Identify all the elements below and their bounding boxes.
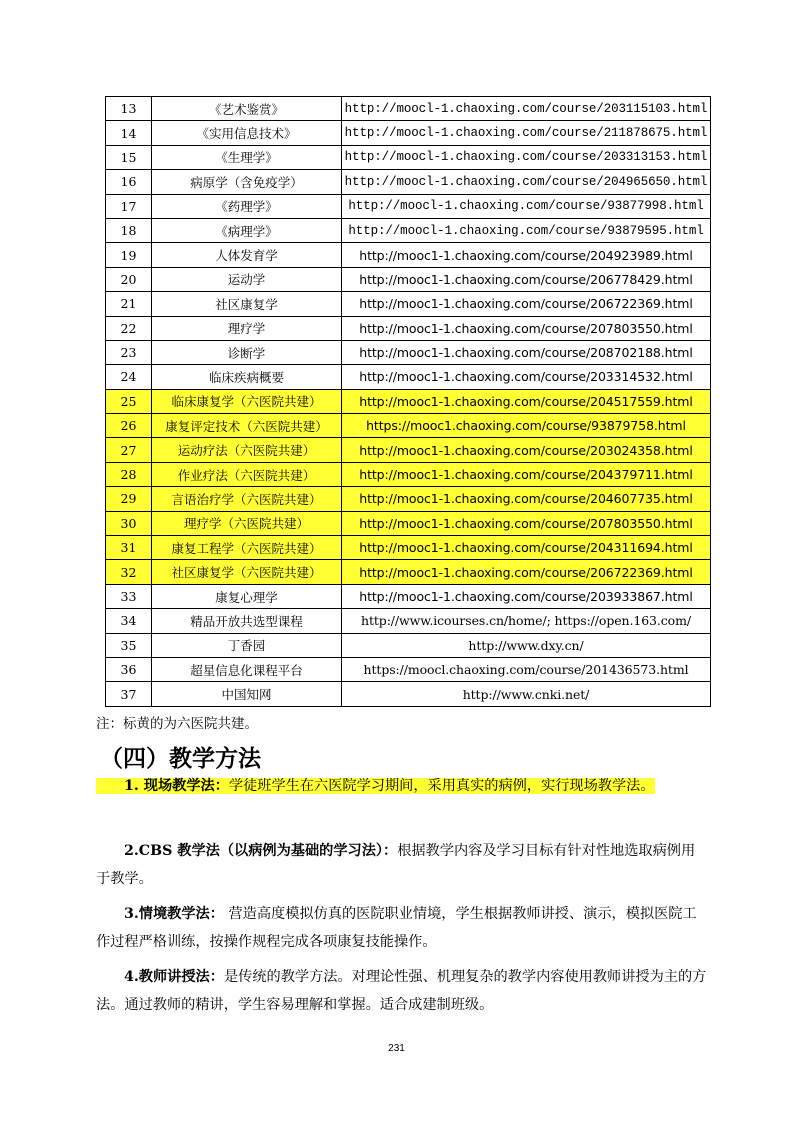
course-url[interactable]: http://mooc1-1.chaoxing.com/course/203024358.html xyxy=(342,438,711,462)
course-name: 临床疾病概要 xyxy=(152,365,342,389)
table-row xyxy=(106,121,711,145)
row-number: 28 xyxy=(106,462,152,486)
table-row xyxy=(106,438,711,462)
row-number: 16 xyxy=(106,170,152,194)
course-name: 康复心理学 xyxy=(152,584,342,608)
course-name: 《药理学》 xyxy=(152,194,342,218)
method-4-paragraph xyxy=(96,963,708,1019)
method-2-label: 2.CBS 教学法（以病例为基础的学习法）： xyxy=(124,843,398,859)
course-name: 病原学（含免疫学） xyxy=(152,170,342,194)
course-name: 运动疗法（六医院共建） xyxy=(152,438,342,462)
row-number: 36 xyxy=(106,657,152,681)
course-url[interactable]: http://mooc1-1.chaoxing.com/course/204607735.html xyxy=(342,487,711,511)
course-url[interactable]: http://mooc1-1.chaoxing.com/course/206722369.html xyxy=(342,292,711,316)
course-url[interactable]: https://mooc1.chaoxing.com/course/93879758.html xyxy=(342,414,711,438)
method-1-label: 1. 现场教学法： xyxy=(124,778,229,794)
row-number: 33 xyxy=(106,584,152,608)
table-row xyxy=(106,633,711,657)
row-number: 24 xyxy=(106,365,152,389)
row-number: 34 xyxy=(106,609,152,633)
course-url[interactable]: http://moocl-1.chaoxing.com/course/203115103.html xyxy=(342,97,711,121)
row-number: 19 xyxy=(106,243,152,267)
course-name: 《艺术鉴赏》 xyxy=(152,97,342,121)
row-number: 37 xyxy=(106,682,152,706)
course-url[interactable]: http://mooc1-1.chaoxing.com/course/203314532.html xyxy=(342,365,711,389)
course-name: 人体发育学 xyxy=(152,243,342,267)
row-number: 21 xyxy=(106,292,152,316)
table-row xyxy=(106,487,711,511)
course-name: 《病理学》 xyxy=(152,218,342,242)
course-name: 临床康复学（六医院共建） xyxy=(152,389,342,413)
course-name: 运动学 xyxy=(152,267,342,291)
course-name: 社区康复学 xyxy=(152,292,342,316)
table-row xyxy=(106,243,711,267)
row-number: 14 xyxy=(106,121,152,145)
table-row xyxy=(106,97,711,121)
row-number: 13 xyxy=(106,97,152,121)
course-url[interactable]: http://www.cnki.net/ xyxy=(342,682,711,706)
course-url[interactable]: http://moocl-1.chaoxing.com/course/204965650.html xyxy=(342,170,711,194)
course-url[interactable]: http://mooc1-1.chaoxing.com/course/208702188.html xyxy=(342,340,711,364)
row-number: 35 xyxy=(106,633,152,657)
table-row xyxy=(106,170,711,194)
page-number: 231 xyxy=(388,1043,405,1054)
method-4-text: 是传统的教学方法。对理论性强、机理复杂的教学内容使用教师讲授为主的方法。通过教师的精讲，学生容易理解和掌握。适合成建制班级。 xyxy=(96,969,707,1013)
table-row xyxy=(106,560,711,584)
row-number: 26 xyxy=(106,414,152,438)
course-name: 丁香园 xyxy=(152,633,342,657)
row-number: 23 xyxy=(106,340,152,364)
row-number: 29 xyxy=(106,487,152,511)
table-row xyxy=(106,194,711,218)
table-row xyxy=(106,462,711,486)
course-url[interactable]: http://mooc1-1.chaoxing.com/course/203933867.html xyxy=(342,584,711,608)
course-url[interactable]: http://mooc1-1.chaoxing.com/course/204379711.html xyxy=(342,462,711,486)
row-number: 20 xyxy=(106,267,152,291)
course-name: 理疗学 xyxy=(152,316,342,340)
table-row xyxy=(106,340,711,364)
row-number: 27 xyxy=(106,438,152,462)
course-resource-table xyxy=(105,96,711,707)
table-row xyxy=(106,511,711,535)
course-name: 诊断学 xyxy=(152,340,342,364)
course-name: 康复评定技术（六医院共建） xyxy=(152,414,342,438)
method-2-paragraph xyxy=(96,837,708,893)
method-2-text: 根据教学内容及学习目标有针对性地选取病例用于教学。 xyxy=(96,843,696,887)
method-3-text: 营造高度模拟仿真的医院职业情境，学生根据教师讲授、演示，模拟医院工作过程严格训练，按操作规程完成各项康复技能操作。 xyxy=(96,906,697,950)
course-name: 作业疗法（六医院共建） xyxy=(152,462,342,486)
course-url[interactable]: http://moocl-1.chaoxing.com/course/93877998.html xyxy=(342,194,711,218)
course-name: 中国知网 xyxy=(152,682,342,706)
course-url[interactable]: http://www.icourses.cn/home/; https://open.163.com/ xyxy=(342,609,711,633)
row-number: 17 xyxy=(106,194,152,218)
row-number: 22 xyxy=(106,316,152,340)
course-name: 言语治疗学（六医院共建） xyxy=(152,487,342,511)
course-name: 康复工程学（六医院共建） xyxy=(152,536,342,560)
table-row xyxy=(106,414,711,438)
course-url[interactable]: https://moocl.chaoxing.com/course/201436573.html xyxy=(342,657,711,681)
course-url[interactable]: http://mooc1-1.chaoxing.com/course/204923989.html xyxy=(342,243,711,267)
table-row xyxy=(106,584,711,608)
section-heading: （四）教学方法 xyxy=(100,746,261,772)
course-url[interactable]: http://www.dxy.cn/ xyxy=(342,633,711,657)
course-name: 超星信息化课程平台 xyxy=(152,657,342,681)
row-number: 32 xyxy=(106,560,152,584)
course-url[interactable]: http://mooc1-1.chaoxing.com/course/206778429.html xyxy=(342,267,711,291)
table-row xyxy=(106,389,711,413)
course-name: 精品开放共选型课程 xyxy=(152,609,342,633)
method-1-text: 学徒班学生在六医院学习期间，采用真实的病例，实行现场教学法。 xyxy=(228,778,655,794)
course-url[interactable]: http://moocl-1.chaoxing.com/course/203313153.html xyxy=(342,145,711,169)
course-url[interactable]: http://mooc1-1.chaoxing.com/course/204517559.html xyxy=(342,389,711,413)
course-name: 《实用信息技术》 xyxy=(152,121,342,145)
course-url[interactable]: http://mooc1-1.chaoxing.com/course/207803550.html xyxy=(342,511,711,535)
course-url[interactable]: http://mooc1-1.chaoxing.com/course/207803550.html xyxy=(342,316,711,340)
row-number: 15 xyxy=(106,145,152,169)
table-row xyxy=(106,657,711,681)
course-url[interactable]: http://moocl-1.chaoxing.com/course/211878675.html xyxy=(342,121,711,145)
table-row xyxy=(106,536,711,560)
method-3-label: 3.情境教学法： xyxy=(124,906,224,922)
table-row xyxy=(106,609,711,633)
course-table-body xyxy=(106,97,711,707)
table-row xyxy=(106,145,711,169)
course-name: 《生理学》 xyxy=(152,145,342,169)
table-row xyxy=(106,267,711,291)
highlight-note: 注：标黄的为六医院共建。 xyxy=(96,716,258,732)
table-row xyxy=(106,292,711,316)
course-name: 社区康复学（六医院共建） xyxy=(152,560,342,584)
course-url[interactable]: http://moocl-1.chaoxing.com/course/93879595.html xyxy=(342,218,711,242)
table-row xyxy=(106,218,711,242)
method-3-paragraph xyxy=(96,900,708,956)
table-row xyxy=(106,316,711,340)
row-number: 18 xyxy=(106,218,152,242)
row-number: 30 xyxy=(106,511,152,535)
course-url[interactable]: http://mooc1-1.chaoxing.com/course/206722369.html xyxy=(342,560,711,584)
course-url[interactable]: http://mooc1-1.chaoxing.com/course/204311694.html xyxy=(342,536,711,560)
course-name: 理疗学（六医院共建） xyxy=(152,511,342,535)
method-1-paragraph xyxy=(96,772,708,800)
row-number: 25 xyxy=(106,389,152,413)
table-row xyxy=(106,682,711,706)
table-row xyxy=(106,365,711,389)
row-number: 31 xyxy=(106,536,152,560)
method-4-label: 4.教师讲授法： xyxy=(124,969,224,985)
